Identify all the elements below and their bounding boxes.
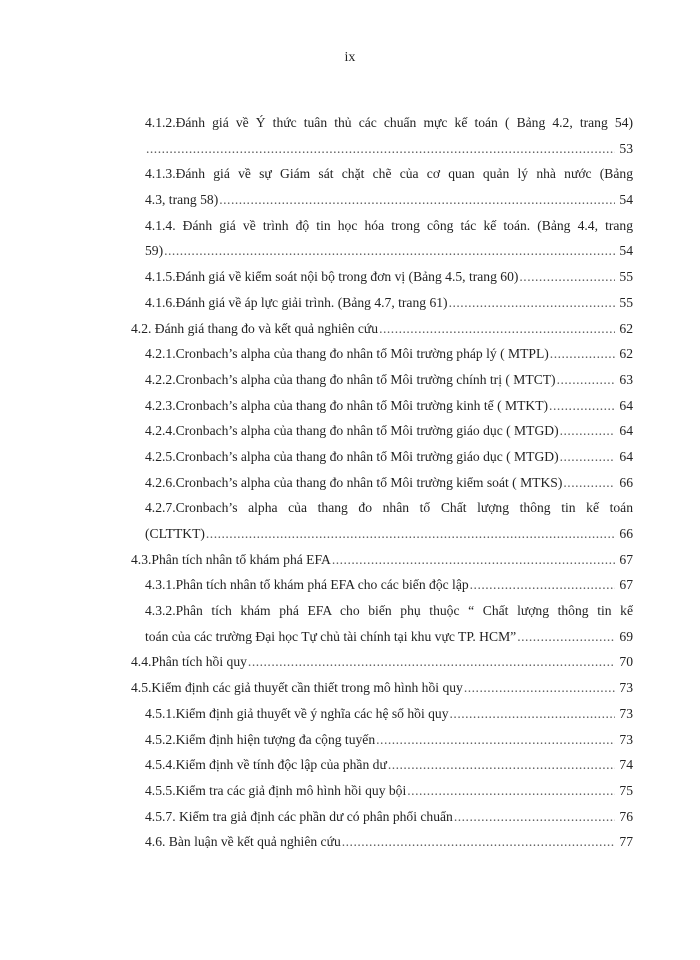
dot-leader [470,572,615,598]
toc-entry-title: 4.2.7.Cronbach’s alpha của thang đo nhân tố Chất lượng thông tin kế toán [145,500,633,516]
toc-entry[interactable] [131,547,633,573]
dot-leader [407,778,615,804]
dot-leader [557,367,615,393]
toc-entry-title: 4.2.3.Cronbach’s alpha của thang đo nhân tố Môi trường kinh tế ( MTKT) [145,397,549,413]
toc-entry[interactable] [131,470,633,496]
toc-entry-page: 66 [619,526,633,541]
toc-entry-title: (CLTTKT) [145,526,205,541]
dot-leader [376,727,615,753]
toc-entry-page: 53 [619,140,633,156]
toc-entry[interactable] [131,367,633,393]
toc-entry[interactable] [131,804,633,830]
toc-entry-title: 4.5.5.Kiểm tra các giả định mô hình hồi quy bội [145,782,407,798]
toc-entry[interactable] [131,829,633,855]
dot-leader [454,804,615,830]
dot-leader [560,418,615,444]
toc-entry[interactable] [131,572,633,598]
toc-entry-title: 4.2.5.Cronbach’s alpha của thang đo nhân tố Môi trường giáo dục ( MTGD) [145,448,559,464]
dot-leader [563,470,615,496]
toc-entry-title: 4.4.Phân tích hồi quy [131,654,247,670]
toc-entry-page: 76 [619,808,633,824]
toc-entry-title: 4.2.2.Cronbach’s alpha của thang đo nhân tố Môi trường chính trị ( MTCT) [145,371,556,387]
dot-leader [248,649,615,675]
toc-entry[interactable] [131,778,633,804]
toc-entry-title: 4.3.2.Phân tích khám phá EFA cho biến phụ thuộc “ Chất lượng thông tin kế [145,603,633,619]
dot-leader [549,393,615,419]
toc-entry-title: 4.3.1.Phân tích nhân tố khám phá EFA cho các biến độc lập [145,577,469,593]
toc-entry-title: 4.1.3.Đánh giá về sự Giám sát chặt chẽ của cơ quan quản lý nhà nước (Bảng [145,166,633,182]
toc-entry[interactable] [131,495,633,546]
toc-entry[interactable] [131,444,633,470]
toc-entry[interactable] [131,649,633,675]
toc-entry-page: 73 [619,731,633,747]
toc-entry-page: 70 [619,654,633,670]
toc-entry[interactable] [131,213,633,264]
toc-entry-page: 67 [619,577,633,593]
toc-entry-page: 55 [619,269,633,285]
toc-entry-title: 59) [145,243,164,259]
toc-entry-page: 75 [619,782,633,798]
toc-entry-page: 63 [619,371,633,387]
toc-entry-title: 4.5.2.Kiểm định hiện tượng đa cộng tuyến [145,731,376,747]
toc-entry[interactable] [131,316,633,342]
dot-leader [206,521,615,547]
dot-leader [388,752,615,778]
dot-leader [219,187,615,213]
toc-entry[interactable] [131,727,633,753]
dot-leader [449,290,615,316]
toc-entry-page: 55 [619,294,633,310]
toc-entry-page: 73 [619,705,633,721]
toc-entry-title: 4.2. Đánh giá thang đo và kết quả nghiên cứu [131,320,379,336]
dot-leader [560,444,615,470]
toc-entry[interactable] [131,393,633,419]
toc-entry-page: 64 [619,397,633,413]
toc-entry[interactable] [131,110,633,161]
toc-entry-title: 4.1.6.Đánh giá về áp lực giải trình. (Bảng 4.7, trang 61) [145,294,448,310]
toc-entry[interactable] [131,418,633,444]
toc-entry-page: 62 [619,346,633,362]
toc-entry-page: 54 [619,243,633,259]
toc-entry-page: 64 [619,423,633,439]
toc-entry-page: 62 [619,320,633,336]
toc-entry[interactable] [131,675,633,701]
toc-entry-title: 4.5.1.Kiểm định giả thuyết về ý nghĩa các hệ số hồi quy [145,705,449,721]
toc-entry[interactable] [131,598,633,649]
toc-entry-page: 77 [619,834,633,850]
dot-leader [146,136,615,162]
toc-entry[interactable] [131,341,633,367]
toc-entry-title: 4.5.4.Kiểm định về tính độc lập của phần dư [145,757,387,773]
toc-entry-title: 4.1.4. Đánh giá về trình độ tin học hóa trong công tác kế toán. (Bảng 4.4, trang [145,217,633,233]
dot-leader [379,316,615,342]
toc-entry-title: 4.2.1.Cronbach’s alpha của thang đo nhân tố Môi trường pháp lý ( MTPL) [145,346,549,362]
toc-entry[interactable] [131,752,633,778]
toc-entry-title: 4.6. Bàn luận về kết quả nghiên cứu [145,834,341,850]
dot-leader [550,341,615,367]
toc-entry[interactable] [131,701,633,727]
toc-entry-title: 4.5.Kiểm định các giả thuyết cần thiết trong mô hình hồi quy [131,680,463,696]
dot-leader [342,829,615,855]
toc-entry[interactable] [131,290,633,316]
dot-leader [332,547,615,573]
toc-entry-page: 66 [619,474,633,490]
toc-entry-page: 64 [619,448,633,464]
dot-leader [517,624,615,650]
page-number: ix [344,50,356,65]
toc-entry-title: 4.3.Phân tích nhân tố khám phá EFA [131,551,331,567]
toc-entry[interactable] [131,161,633,212]
toc-entry-page: 69 [619,628,633,644]
toc-entry-page: 54 [619,192,633,208]
toc-entry-page: 74 [619,757,633,773]
toc-entry-title: 4.2.6.Cronbach’s alpha của thang đo nhân tố Môi trường kiểm soát ( MTKS) [145,474,563,490]
table-of-contents [131,110,633,855]
toc-entry-page: 73 [619,680,633,696]
toc-entry-title: 4.3, trang 58) [145,192,219,208]
toc-entry-title: 4.1.2.Đánh giá về Ý thức tuân thủ các chuẩn mực kế toán ( Bảng 4.2, trang 54) [145,115,633,130]
dot-leader [164,238,615,264]
dot-leader [464,675,615,701]
dot-leader [519,264,615,290]
toc-entry[interactable] [131,264,633,290]
toc-entry-title: 4.5.7. Kiểm tra giả định các phần dư có phân phối chuẩn [145,808,453,824]
toc-entry-title: 4.2.4.Cronbach’s alpha của thang đo nhân tố Môi trường giáo dục ( MTGD) [145,423,559,439]
toc-entry-title: 4.1.5.Đánh giá về kiểm soát nội bộ trong đơn vị (Bảng 4.5, trang 60) [145,269,519,285]
dot-leader [450,701,615,727]
toc-entry-page: 67 [619,551,633,567]
toc-entry-title: toán của các trường Đại học Tự chủ tài chính tại khu vực TP. HCM” [145,628,517,644]
